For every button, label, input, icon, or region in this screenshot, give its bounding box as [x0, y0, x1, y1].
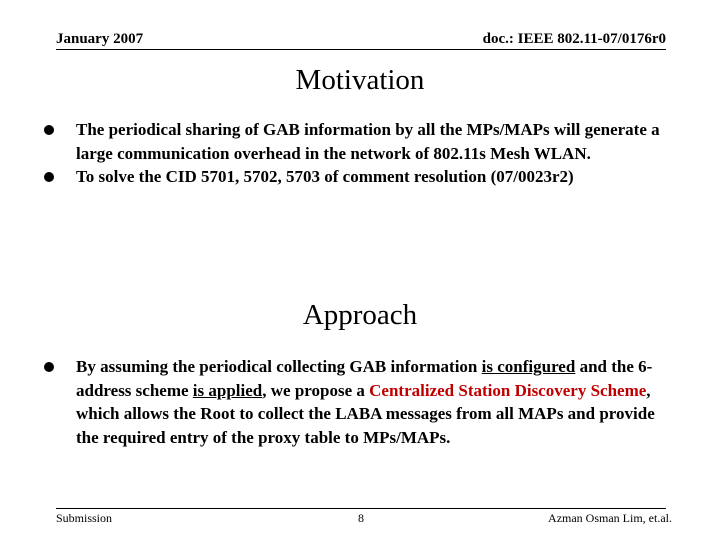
header-date: January 2007: [56, 31, 144, 47]
motivation-bullet-1: [40, 118, 680, 165]
approach-underlined-configured: is configured: [481, 357, 576, 376]
approach-highlight-scheme: Centralized Station Discovery Scheme: [369, 380, 647, 400]
approach-text-part-5: , we propose a: [262, 380, 370, 400]
footer-author: Azman Osman Lim, et.al.: [548, 511, 672, 525]
approach-title: Approach: [302, 299, 418, 331]
motivation-bullet-2-text: To solve the CID 5701, 5702, 5703 of comment resolution (07/0023r2): [76, 167, 574, 186]
approach-text-part-7: , which allows the Root to collect the LABA messages from all MAPs and provide the required entry of the proxy table to MPs/MAPs.: [76, 380, 655, 447]
approach-text-part-1: By assuming the periodical collecting GAB information: [76, 357, 482, 376]
motivation-bullet-2: [40, 165, 680, 189]
approach-bullet-1: [40, 355, 680, 449]
approach-bullet-list: [40, 355, 680, 449]
motivation-bullet-list: [40, 118, 680, 189]
bullet-dot-icon: [44, 362, 54, 372]
footer-submission: Submission: [56, 511, 113, 525]
motivation-bullet-1-text: The periodical sharing of GAB information by all the MPs/MAPs will generate a large communication overhead in the network of 802.11s Mesh WLAN.: [76, 120, 660, 163]
footer-divider: [56, 508, 666, 509]
header-divider: [56, 49, 666, 50]
approach-underlined-applied: is applied: [192, 380, 263, 400]
bullet-dot-icon: [44, 125, 54, 135]
approach-text-part-3: and the 6-address scheme: [76, 357, 653, 400]
header-doc-id: doc.: IEEE 802.11-07/0176r0: [482, 31, 666, 47]
bullet-dot-icon: [44, 172, 54, 182]
motivation-title: Motivation: [295, 64, 425, 96]
footer-page-number: 8: [358, 511, 364, 525]
